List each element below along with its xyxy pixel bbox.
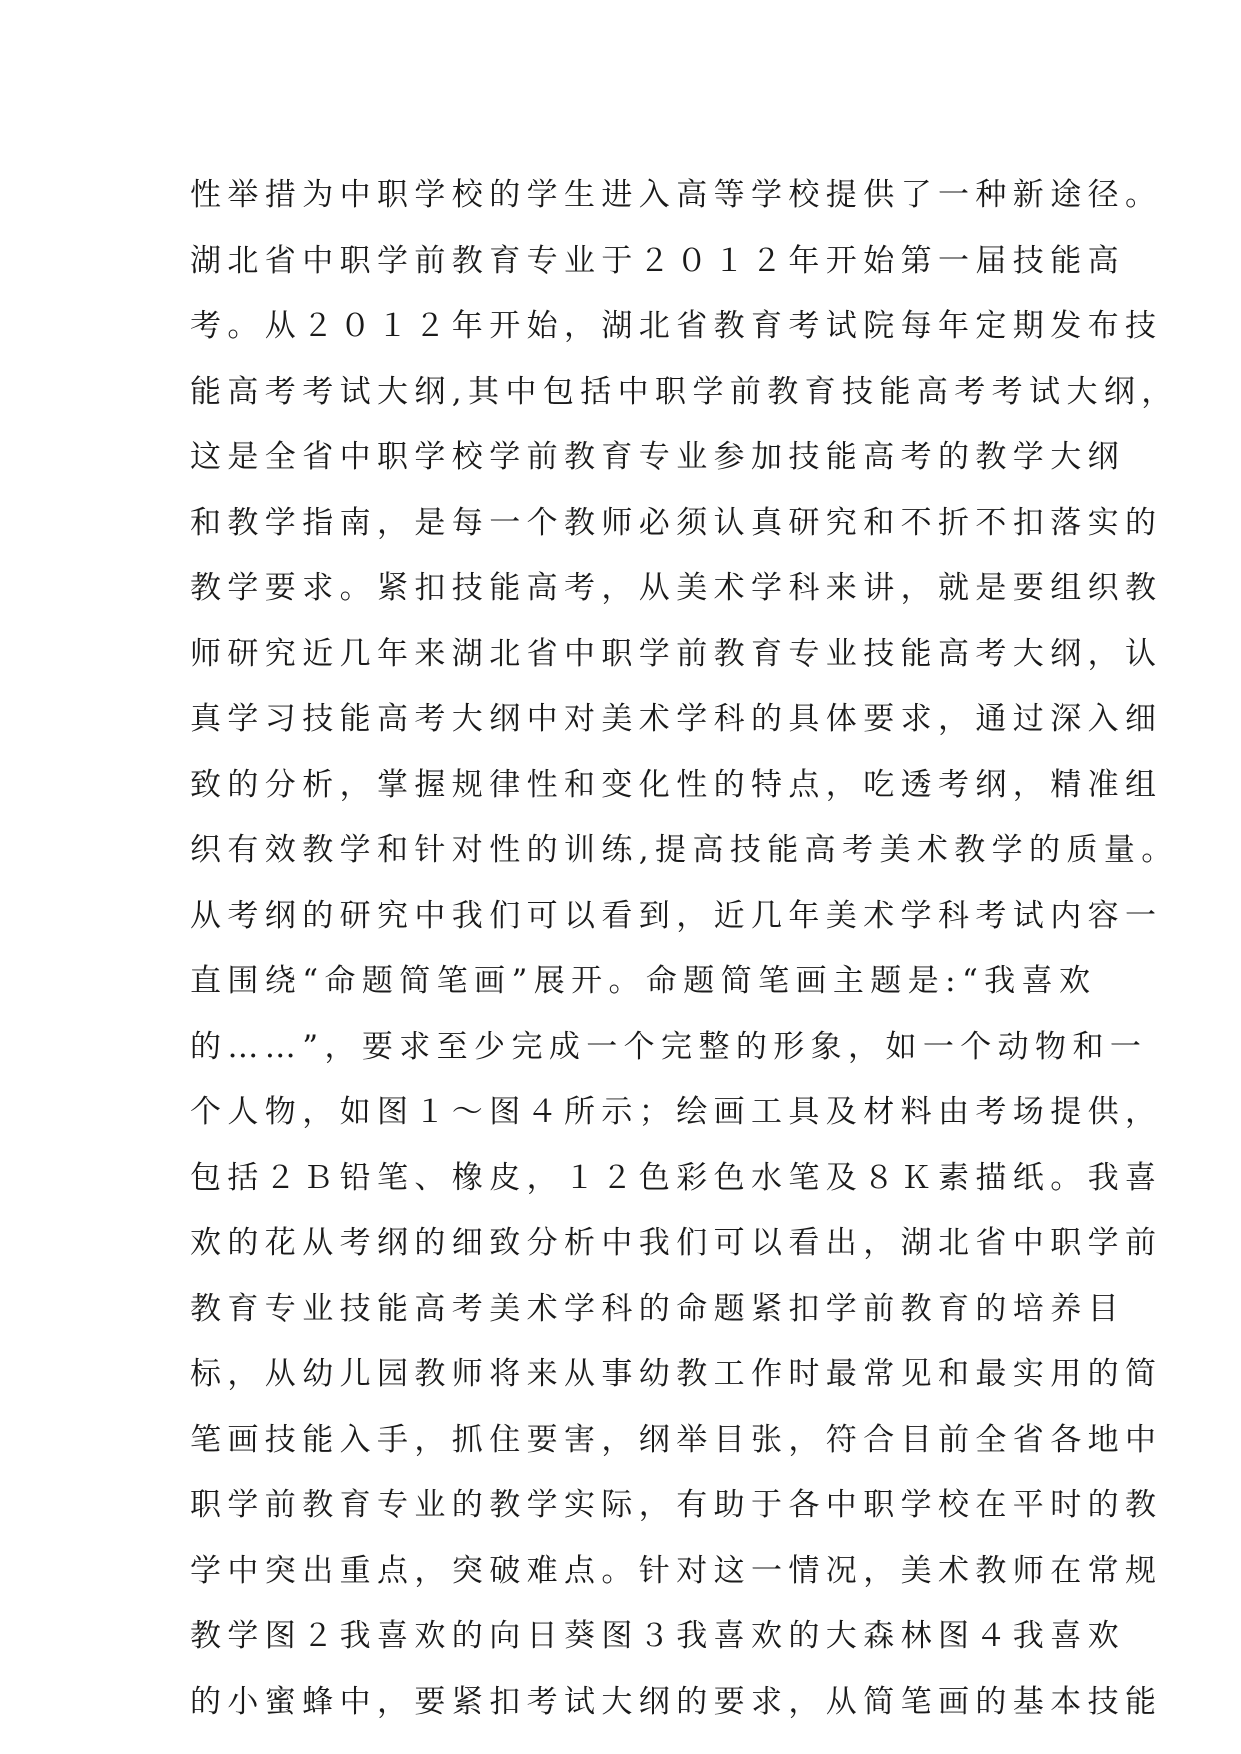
- text-line: 的小蜜蜂中，要紧扣考试大纲的要求，从简笔画的基本技能: [190, 1683, 1163, 1720]
- text-line: 致的分析，掌握规律性和变化性的特点，吃透考纲，精准组: [190, 766, 1163, 803]
- text-line: 包括２Ｂ铅笔、橡皮，１２色彩色水笔及８Ｋ素描纸。我喜: [190, 1159, 1163, 1196]
- text-line: 学中突出重点，突破难点。针对这一情况，美术教师在常规: [190, 1552, 1163, 1589]
- text-line: 性举措为中职学校的学生进入高等学校提供了一种新途径。: [190, 177, 1163, 213]
- text-line: 织有效教学和针对性的训练,提高技能高考美术教学的质量。: [190, 832, 1179, 868]
- text-line: 湖北省中职学前教育专业于２０１２年开始第一届技能高: [190, 242, 1125, 279]
- text-line: 考。从２０１２年开始，湖北省教育考试院每年定期发布技: [190, 308, 1163, 344]
- text-line: 标，从幼儿园教师将来从事幼教工作时最常见和最实用的简: [190, 1356, 1163, 1392]
- text-line: 教学要求。紧扣技能高考，从美术学科来讲，就是要组织教: [190, 570, 1163, 606]
- text-line: 真学习技能高考大纲中对美术学科的具体要求，通过深入细: [190, 701, 1163, 737]
- text-line: 和教学指南，是每一个教师必须认真研究和不折不扣落实的: [190, 504, 1163, 541]
- text-line: 师研究近几年来湖北省中职学前教育专业技能高考大纲，认: [190, 635, 1163, 672]
- text-line: 教学图２我喜欢的向日葵图３我喜欢的大森林图４我喜欢: [190, 1618, 1125, 1654]
- text-line: 笔画技能入手，抓住要害，纲举目张，符合目前全省各地中: [190, 1421, 1163, 1458]
- body-text: [190, 163, 1179, 1735]
- text-line: 职学前教育专业的教学实际，有助于各中职学校在平时的教: [190, 1487, 1163, 1523]
- text-line: 个人物，如图１～图４所示；绘画工具及材料由考场提供，: [190, 1094, 1163, 1130]
- text-line: 欢的花从考纲的细致分析中我们可以看出，湖北省中职学前: [190, 1225, 1163, 1261]
- text-line: 从考纲的研究中我们可以看到，近几年美术学科考试内容一: [190, 897, 1163, 934]
- text-line: 能高考考试大纲,其中包括中职学前教育技能高考考试大纲，: [190, 373, 1179, 410]
- text-line: 教育专业技能高考美术学科的命题紧扣学前教育的培养目: [190, 1290, 1125, 1327]
- text-line: 这是全省中职学校学前教育专业参加技能高考的教学大纲: [190, 439, 1125, 475]
- text-line: 的……”，要求至少完成一个完整的形象，如一个动物和一: [190, 1028, 1148, 1065]
- text-line: 直围绕“命题简笔画”展开。命题简笔画主题是:“我喜欢: [190, 963, 1097, 999]
